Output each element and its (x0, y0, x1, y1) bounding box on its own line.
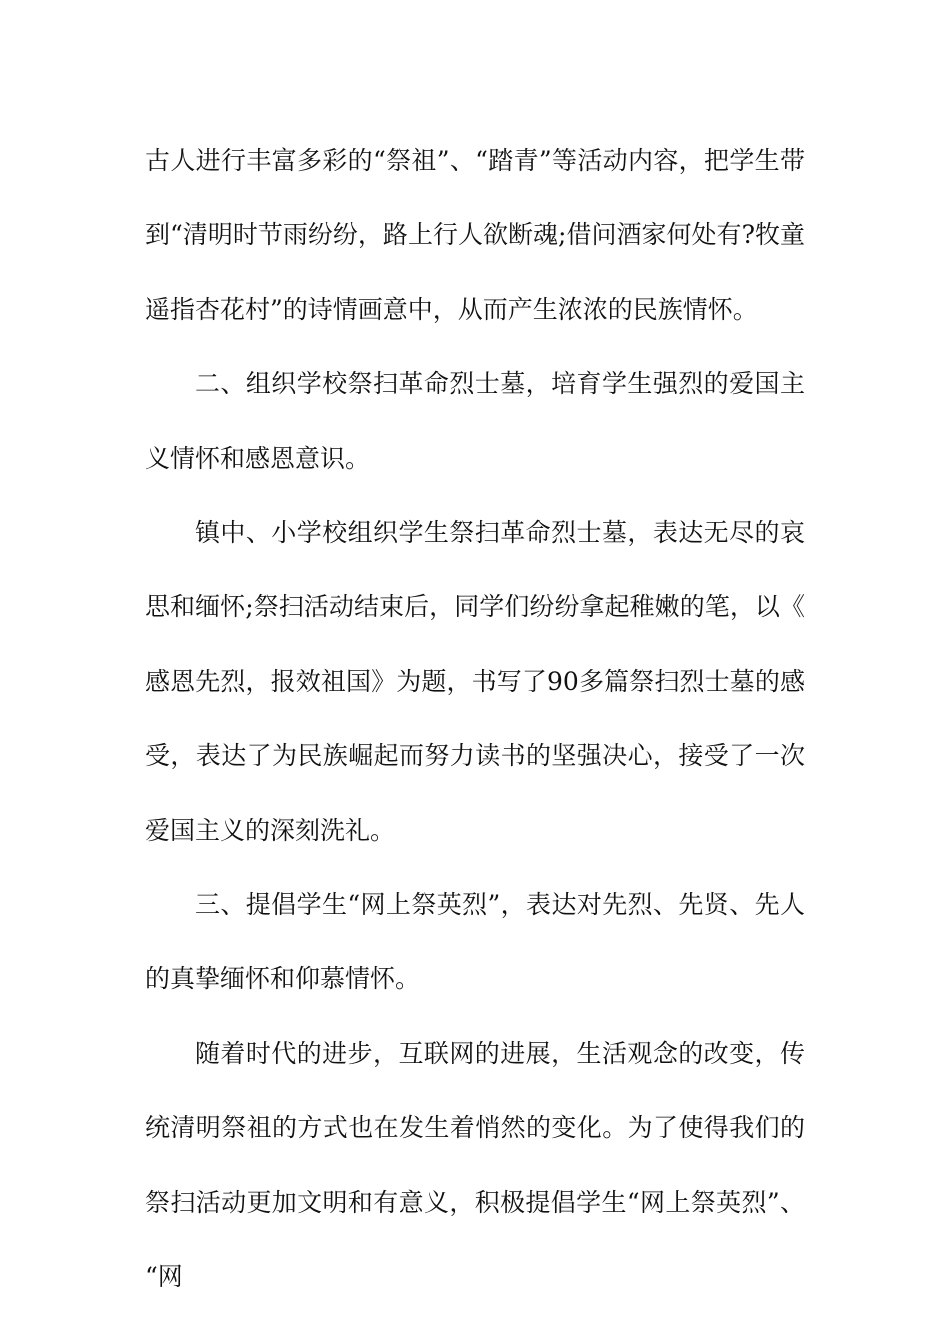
paragraph-section-two-body: 镇中、小学校组织学生祭扫革命烈士墓，表达无尽的哀思和缅怀;祭扫活动结束后，同学们纷纷拿起稚嫩的笔，以《感恩先烈，报效祖国》为题，书写了90多篇祭扫烈士墓的感受，表达了为民族崛起而努力读书的坚强决心，接受了一次爱国主义的深刻洗礼。 (145, 518, 805, 845)
paragraph-continuation: 古人进行丰富多彩的“祭祖”、“踏青”等活动内容，把学生带到“清明时节雨纷纷，路上行人欲断魂;借问酒家何处有?牧童遥指杏花村”的诗情画意中，从而产生浓浓的民族情怀。 (145, 146, 805, 324)
paragraph-section-three-heading: 三、提倡学生“网上祭英烈”，表达对先烈、先贤、先人的真挚缅怀和仰慕情怀。 (145, 890, 805, 994)
paragraph-section-three-body: 随着时代的进步，互联网的进展，生活观念的改变，传统清明祭祖的方式也在发生着悄然的变化。为了使得我们的祭扫活动更加文明和有意义，积极提倡学生“网上祭英烈”、“网 (145, 1038, 805, 1292)
paragraph-section-two-heading: 二、组织学校祭扫革命烈士墓，培育学生强烈的爱国主义情怀和感恩意识。 (145, 369, 805, 473)
document-body (145, 124, 805, 1315)
